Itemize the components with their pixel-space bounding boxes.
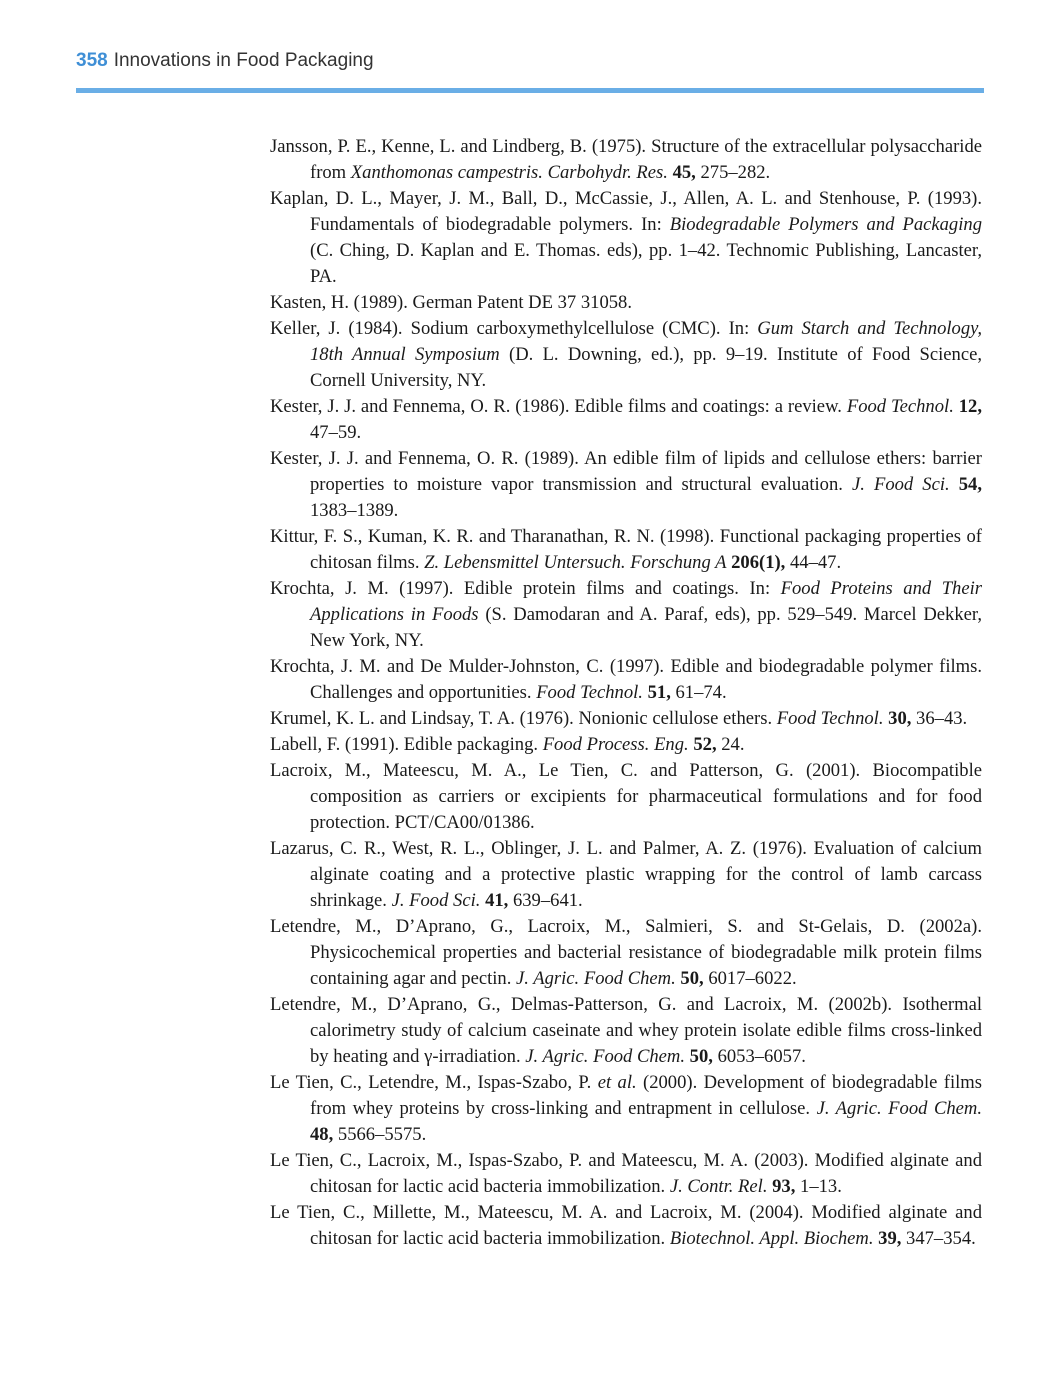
reference-entry [270, 446, 982, 524]
reference-text: (S. Damodaran and A. Paraf, eds), pp. 529–549. Marcel Dekker, New York, NY. [310, 604, 982, 651]
reference-italic-text: Food Proteins and Their Applications in Foods [310, 578, 982, 625]
reference-volume: 51, [647, 682, 671, 703]
reference-italic-text: Food Technol. [846, 396, 954, 417]
reference-entry [270, 758, 982, 836]
reference-text: Letendre, M., D’Aprano, G., Lacroix, M., Salmieri, S. and St-Gelais, D. (2002a). Physicochemical properties and bacterial resistance of biodegradable milk protein films containing agar and pectin. [270, 916, 982, 989]
reference-text: Krochta, J. M. (1997). Edible protein films and coatings. In: [270, 578, 781, 599]
reference-volume: 54, [958, 474, 982, 495]
reference-italic-text: et al. [597, 1072, 637, 1093]
reference-text: (D. L. Downing, ed.), pp. 9–19. Institute of Food Science, Cornell University, NY. [310, 344, 982, 391]
reference-italic-text: Gum Starch and Technology, 18th Annual Symposium [310, 318, 983, 365]
reference-entry [270, 1200, 982, 1252]
reference-text: Jansson, P. E., Kenne, L. and Lindberg, B. (1975). Structure of the extracellular polysaccharide from [270, 136, 982, 183]
reference-volume: 39, [878, 1228, 902, 1249]
reference-text: 1383–1389. [310, 500, 399, 521]
reference-entry [270, 290, 982, 316]
reference-text: Kester, J. J. and Fennema, O. R. (1989). An edible film of lipids and cellulose ethers: barrier properties to moisture vapor transmission and structural evaluation. [270, 448, 982, 495]
reference-text: 61–74. [670, 682, 727, 703]
reference-text: (C. Ching, D. Kaplan and E. Thomas. eds), pp. 1–42. Technomic Publishing, Lancaster, PA. [310, 240, 982, 287]
reference-italic-text: Food Technol. [776, 708, 884, 729]
reference-volume: 93, [772, 1176, 796, 1197]
reference-entry [270, 732, 982, 758]
reference-text: 1–13. [795, 1176, 842, 1197]
reference-entry [270, 576, 982, 654]
reference-volume: 30, [888, 708, 912, 729]
reference-text: Kaplan, D. L., Mayer, J. M., Ball, D., McCassie, J., Allen, A. L. and Stenhouse, P. (1993). Fundamentals of biodegradable polymers. In: [270, 188, 982, 235]
reference-italic-text: J. Food Sci. [391, 890, 481, 911]
reference-text: 275–282. [695, 162, 771, 183]
reference-volume: 45, [672, 162, 696, 183]
reference-entry [270, 836, 982, 914]
reference-volume: 41, [485, 890, 509, 911]
reference-entry [270, 654, 982, 706]
reference-text: (2000). Development of biodegradable films from whey proteins by cross-linking and entrapment in cellulose. [310, 1072, 982, 1119]
running-header [76, 46, 984, 76]
reference-text: Krumel, K. L. and Lindsay, T. A. (1976). Nonionic cellulose ethers. [270, 708, 777, 729]
reference-volume: 12, [958, 396, 982, 417]
reference-text: 24. [716, 734, 745, 755]
reference-volume: 48, [310, 1124, 334, 1145]
reference-italic-text: Z. Lebensmittel Untersuch. Forschung A [424, 552, 727, 573]
reference-volume: 206(1), [731, 552, 786, 573]
header-rule [76, 88, 984, 93]
reference-text [950, 474, 959, 495]
reference-text: 44–47. [785, 552, 842, 573]
reference-entry [270, 992, 982, 1070]
reference-text: Le Tien, C., Lacroix, M., Ispas-Szabo, P. and Mateescu, M. A. (2003). Modified alginate and chitosan for lactic acid bacteria immobilization. [270, 1150, 982, 1197]
reference-volume: 50, [680, 968, 704, 989]
reference-text: Labell, F. (1991). Edible packaging. [270, 734, 543, 755]
running-title: Innovations in Food Packaging [113, 50, 374, 71]
reference-italic-text: Biodegradable Polymers and Packaging [669, 214, 982, 235]
reference-entry [270, 524, 982, 576]
reference-italic-text: J. Agric. Food Chem. [516, 968, 676, 989]
reference-italic-text: J. Food Sci. [852, 474, 950, 495]
reference-entry [270, 134, 982, 186]
reference-text: Le Tien, C., Letendre, M., Ispas-Szabo, P. [270, 1072, 598, 1093]
reference-entry [270, 186, 982, 290]
reference-text: Kittur, F. S., Kuman, K. R. and Tharanathan, R. N. (1998). Functional packaging properties of chitosan films. [270, 526, 982, 573]
reference-italic-text: J. Agric. Food Chem. [525, 1046, 686, 1067]
reference-text: 347–354. [901, 1228, 976, 1249]
reference-text: 639–641. [508, 890, 583, 911]
reference-text: Lazarus, C. R., West, R. L., Oblinger, J. L. and Palmer, A. Z. (1976). Evaluation of calcium alginate coating and a protective plastic wrapping for the control of lamb carcass shrinkage. [270, 838, 982, 911]
page-number: 358 [76, 50, 108, 71]
reference-text: 36–43. [911, 708, 968, 729]
reference-volume: 50, [689, 1046, 713, 1067]
reference-entry [270, 316, 982, 394]
reference-text: 6053–6057. [712, 1046, 806, 1067]
reference-volume: 52, [693, 734, 717, 755]
reference-text: Kester, J. J. and Fennema, O. R. (1986). Edible films and coatings: a review. [270, 396, 847, 417]
reference-entry [270, 1148, 982, 1200]
reference-text: 5566–5575. [333, 1124, 427, 1145]
reference-entry [270, 914, 982, 992]
reference-italic-text: Biotechnol. Appl. Biochem. [669, 1228, 874, 1249]
reference-italic-text: Xanthomonas campestris. Carbohydr. Res. [350, 162, 668, 183]
reference-italic-text: Food Technol. [536, 682, 643, 703]
reference-text: Le Tien, C., Millette, M., Mateescu, M. A. and Lacroix, M. (2004). Modified alginate and chitosan for lactic acid bacteria immobilization. [270, 1202, 982, 1249]
reference-italic-text: J. Agric. Food Chem. [816, 1098, 982, 1119]
reference-text: Krochta, J. M. and De Mulder-Johnston, C. (1997). Edible and biodegradable polymer films. Challenges and opportunities. [270, 656, 982, 703]
reference-entry [270, 706, 982, 732]
reference-entry [270, 1070, 982, 1148]
reference-text: Keller, J. (1984). Sodium carboxymethylcellulose (CMC). In: [270, 318, 758, 339]
reference-entry [270, 394, 982, 446]
reference-text: Kasten, H. (1989). German Patent DE 37 31058. [270, 292, 632, 313]
reference-list [270, 134, 982, 1252]
reference-text: 6017–6022. [703, 968, 797, 989]
reference-text: Letendre, M., D’Aprano, G., Delmas-Patterson, G. and Lacroix, M. (2002b). Isothermal calorimetry study of calcium caseinate and whey protein isolate edible films cross-linked by heating and γ-irradiation. [270, 994, 982, 1067]
reference-text: Lacroix, M., Mateescu, M. A., Le Tien, C. and Patterson, G. (2001). Biocompatible composition as carriers or excipients for pharmaceutical formulations and for food protection. PCT/CA00/01386. [270, 760, 982, 833]
reference-italic-text: J. Contr. Rel. [669, 1176, 768, 1197]
reference-italic-text: Food Process. Eng. [542, 734, 689, 755]
reference-text: 47–59. [310, 422, 362, 443]
